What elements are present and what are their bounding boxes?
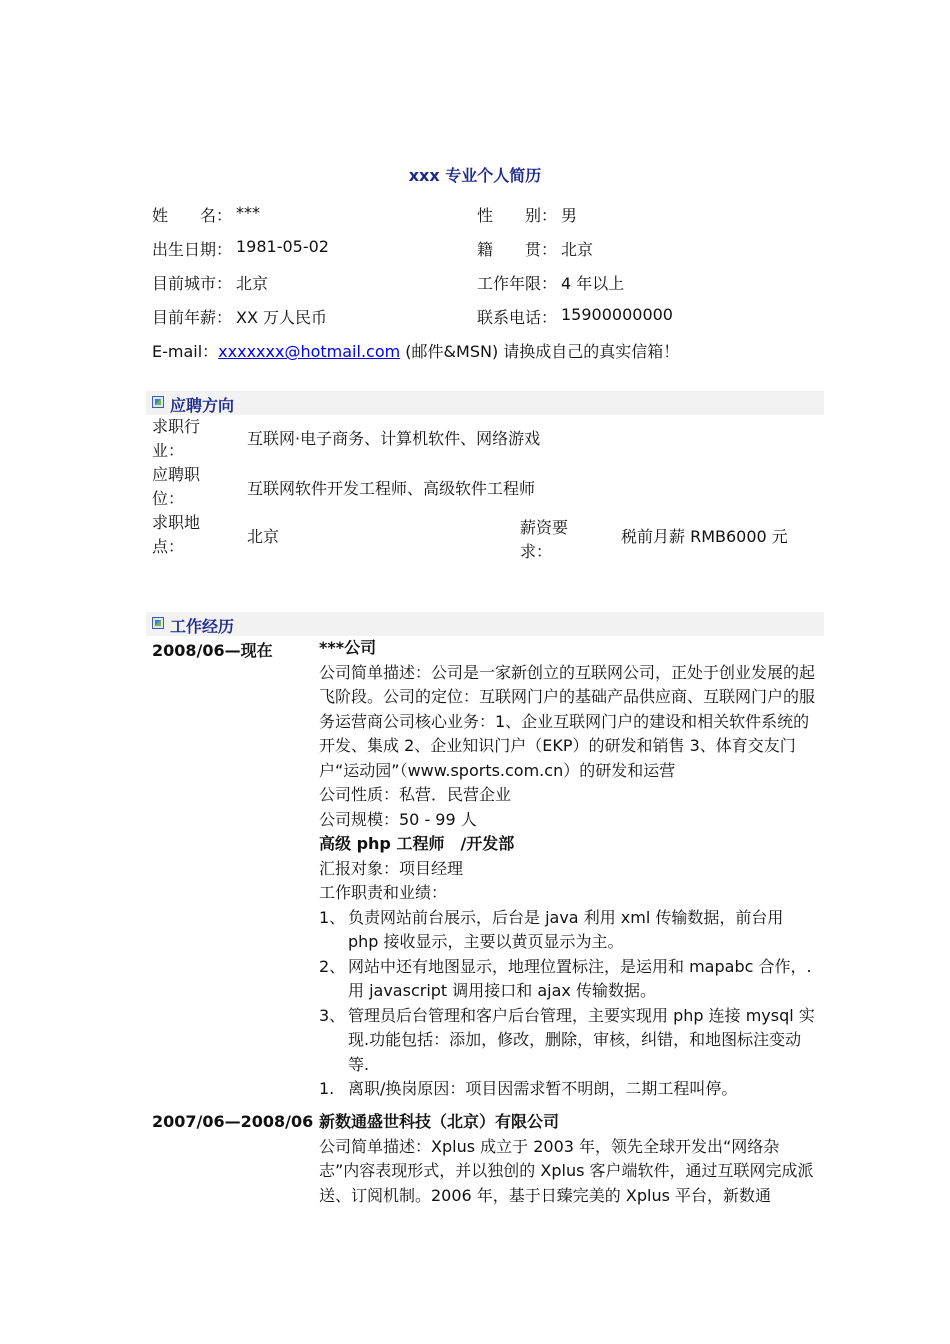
- list-item: [319, 1004, 817, 1078]
- salary-value: XX 万人民币: [236, 308, 328, 327]
- list-number: 1.: [319, 1079, 335, 1098]
- email-row: [152, 339, 679, 362]
- phone-value: 15900000000: [561, 305, 673, 324]
- native-label: 籍 贯：: [477, 240, 558, 259]
- name-label: 姓 名：: [152, 206, 233, 225]
- industry-value: 互联网·电子商务、计算机软件、网络游戏: [247, 429, 541, 448]
- leave-text: 离职/换岗原因：项目因需求暂不明朗，二期工程叫停。: [348, 1079, 738, 1098]
- salary-req-value: 税前月薪 RMB6000 元: [621, 527, 788, 546]
- section-header-job-target: [146, 391, 824, 415]
- section-image-icon: [152, 396, 164, 408]
- salary-req-label: 薪资要求：: [520, 518, 569, 561]
- info-row-city-years: [0, 271, 950, 295]
- native-value: 北京: [561, 240, 594, 259]
- list-text: 管理员后台管理和客户后台管理，主要实现用 php 连接 mysql 实现.功能包括：添加，修改，删除，审核，纠错，和地图标注变动等.: [348, 1005, 815, 1074]
- list-number: 3、: [319, 1005, 346, 1025]
- years-value: 4 年以上: [561, 274, 625, 293]
- salary-label: 目前年薪：: [152, 308, 233, 327]
- info-row-birth-native: [0, 237, 950, 261]
- list-number: 1、: [319, 907, 346, 927]
- job-date: 2007/06—2008/06: [152, 1112, 314, 1131]
- info-row-salary-phone: [0, 305, 950, 329]
- location-label: 求职地点：: [152, 513, 201, 556]
- list-number: 2、: [319, 956, 346, 976]
- email-label: E-mail：: [152, 342, 219, 361]
- section-title: 应聘方向: [170, 396, 235, 415]
- section-header-work: [146, 612, 824, 636]
- job-date: 2008/06—现在: [152, 641, 273, 660]
- industry-label: 求职行业：: [152, 417, 201, 460]
- phone-label: 联系电话：: [477, 308, 558, 327]
- location-value: 北京: [247, 527, 280, 546]
- job-role: 高级 php 工程师 /开发部: [319, 834, 515, 853]
- company-scale: 公司规模：50 - 99 人: [319, 809, 477, 829]
- company-description: 公司简单描述：公司是一家新创立的互联网公司，正处于创业发展的起飞阶段。公司的定位：互联网门户的基础产品供应商、互联网门户的服务运营商公司核心业务：1、企业互联网门户的建设和相关软件系统的开发、集成 2、企业知识门户（EKP）的研发和销售 3、体育交友门户“运动园”（www.sports.com.cn）的研发和运营: [319, 662, 816, 780]
- section-title: 工作经历: [170, 617, 235, 636]
- job-entry: [319, 1110, 817, 1208]
- list-item: [319, 955, 817, 1004]
- company-nature: 公司性质：私营．民营企业: [319, 785, 512, 804]
- position-label: 应聘职位：: [152, 465, 201, 508]
- city-value: 北京: [236, 274, 269, 293]
- page-title: xxx 专业个人简历: [408, 166, 542, 185]
- list-item: [319, 906, 817, 955]
- job-entry: [319, 636, 817, 1102]
- company-description: 公司简单描述：Xplus 成立于 2003 年，领先全球开发出“网络杂志”内容表现形式，并以独创的 Xplus 客户端软件，通过互联网完成派送、订阅机制。2006 年，基于日臻完美的 Xplus 平台，新数通: [319, 1136, 814, 1205]
- duties-label: 工作职责和业绩：: [319, 883, 448, 902]
- section-image-icon: [152, 617, 164, 629]
- report-to: 汇报对象：项目经理: [319, 858, 464, 878]
- gender-value: 男: [561, 206, 578, 225]
- years-label: 工作年限：: [477, 274, 558, 293]
- leave-reason: [319, 1077, 817, 1102]
- company-name: ***公司: [319, 638, 377, 657]
- info-row-name-gender: [0, 203, 950, 227]
- birth-value: 1981-05-02: [236, 237, 329, 256]
- list-text: 网站中还有地图显示，地理位置标注，是运用和 mapabc 合作，.用 javascript 调用接口和 ajax 传输数据。: [348, 956, 812, 1000]
- list-text: 负责网站前台展示，后台是 java 利用 xml 传输数据，前台用 php 接收显示，主要以黄页显示为主。: [348, 907, 784, 951]
- birth-label: 出生日期：: [152, 240, 233, 259]
- email-note: (邮件&MSN) 请换成自己的真实信箱！: [400, 342, 680, 361]
- position-value: 互联网软件开发工程师、高级软件工程师: [247, 479, 536, 498]
- email-link[interactable]: xxxxxxx@hotmail.com: [218, 342, 401, 361]
- city-label: 目前城市：: [152, 274, 233, 293]
- company-name: 新数通盛世科技（北京）有限公司: [319, 1112, 560, 1131]
- name-value: ***: [236, 203, 260, 222]
- gender-label: 性 别：: [477, 206, 558, 225]
